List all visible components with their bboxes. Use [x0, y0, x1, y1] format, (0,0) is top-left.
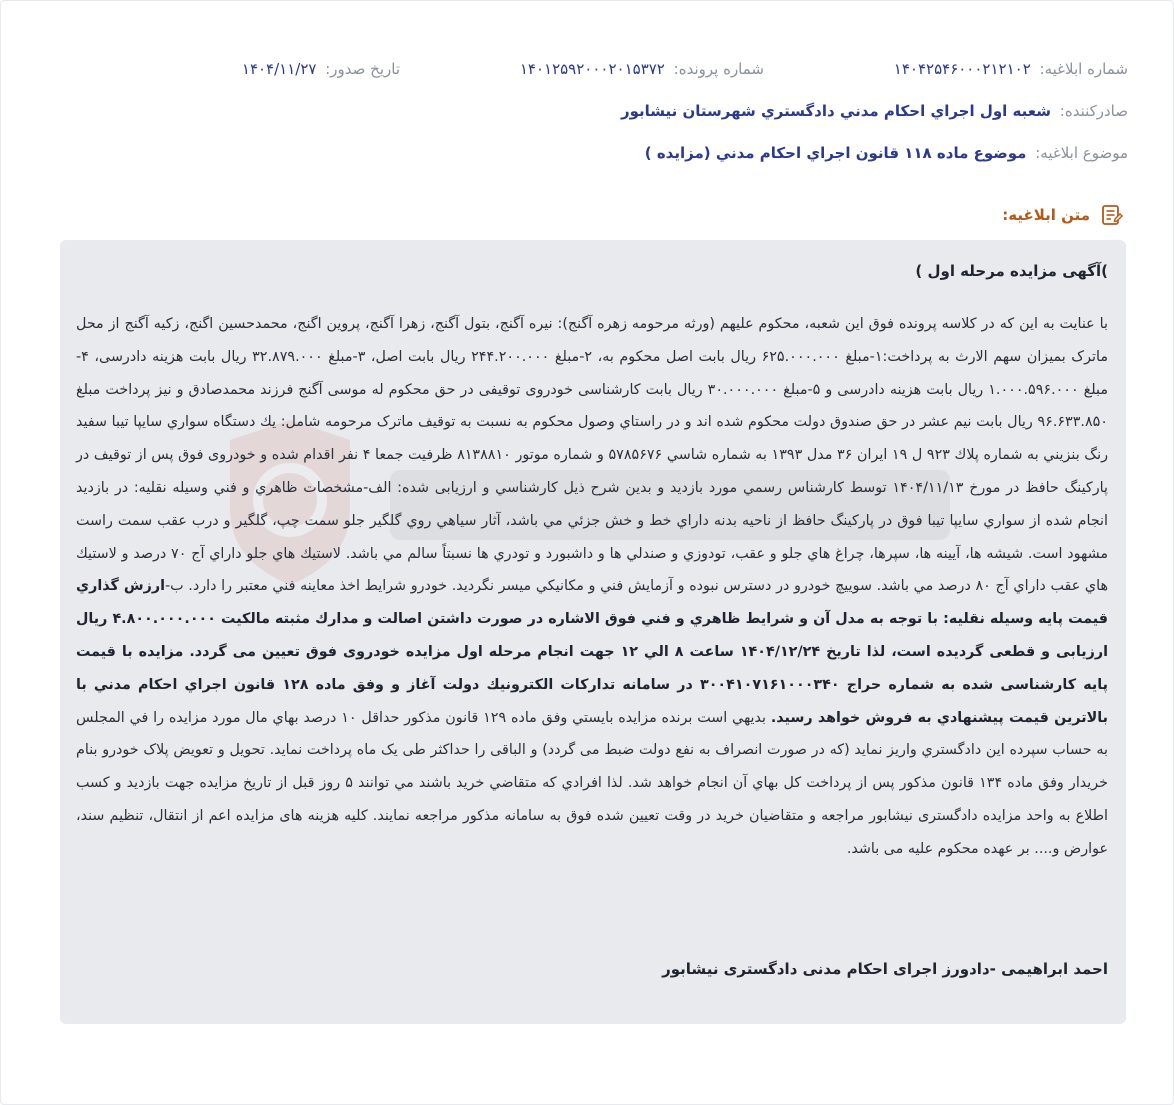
case-number	[520, 60, 764, 78]
issue-date-value: ۱۴۰۴/۱۱/۲۷	[241, 60, 317, 78]
body-part-1: با عنايت به اين كه در كلاسه پرونده فوق اين شعبه، محكوم عليهم (ورثه مرحومه زهره آگنج): نيره آگنج، بتول آگنج، زهرا آگنج، پروين اگنج، محمدحسين اگنج، زكيه آگنج از محل ماترک بميزان سهم الارث به پرداخت:۱-مبلغ ۶۲۵.۰۰۰.۰۰۰ ريال بابت اصل محکوم به، ۲-مبلغ ۲۴۴.۲۰۰.۰۰۰ ريال بابت اصل، ۳-مبلغ ۳۲.۸۷۹.۰۰۰ ريال بابت هزينه دادرسی، ۴-مبلغ ۱.۰۰۰.۵۹۶.۰۰۰ ريال بابت هزينه دادرسی و ۵-مبلغ ۳۰.۰۰۰.۰۰۰ ريال بابت كارشناسی خودروی توقيفی در حق محكوم له موسی آگنج فرزند محمدصادق و نيز پرداخت مبلغ ۹۶.۶۳۳.۸۵۰ ريال بابت نيم عشر در حق صندوق دولت محكوم شده اند و در راستاي وصول محكوم به نسبت به توقيف ماترک مرحومه شامل: يك دستگاه سواري سايپا تيبا سفيد رنگ بنزيني به شماره پلاك ۹۲۳ ل ۱۹ ايران ۳۶ مدل ۱۳۹۳ به شماره شاسي ۵۷۸۵۶۷۶ و شماره موتور ۸۱۳۸۸۱۰ ظرفيت جمعا ۴ نفر اقدام شده و خودروی فوق پس از توقيف در پاركينگ حافظ در مورخ ۱۴۰۴/۱۱/۱۳ توسط كارشناس رسمي مورد بازديد و بدين شرح ذيل كارشناسي و ارزيابی شده: الف-مشخصات ظاهري و فني وسيله نقليه: در بازديد انجام شده از سواري سايپا تيبا فوق در پاركينگ حافظ از ناحيه بدنه داراي خط و خش جزئي مي باشد، آثار سياهي روي گلگير جلو سمت چپ، گلگير و درب عقب سمت راست مشهود است. شيشه ها، آيينه ها، سپرها، چراغ هاي جلو و عقب، تودوزي و صندلي ها و داشبورد و تودري ها نسبتاً سالم مي باشد. لاستيك هاي جلو داراي آج ۷۰ درصد و لاستيك هاي عقب داراي آج ۸۰ درصد مي باشد. سوييچ خودرو در دسترس نبوده و آزمايش فني و مكانيكي ميسر نگرديد. خودرو شرايط اخذ معاينه فني معتبر را دارد. ب-	[76, 316, 1109, 595]
notice-number	[894, 60, 1128, 78]
case-number-label: شماره پرونده:	[673, 60, 764, 78]
issue-date	[242, 60, 400, 78]
issuer-label: صادرکننده:	[1059, 102, 1128, 120]
subject-value: موضوع ماده ۱۱۸ قانون اجراي احكام مدني (مزايده )	[644, 144, 1027, 162]
notice-header	[1002, 202, 1124, 228]
subject-label: موضوع ابلاغیه:	[1035, 144, 1128, 162]
body-part-2: بديهي است برنده مزايده بايستي وفق ماده ۱۲۹ قانون مذكور حداقل ۱۰ درصد بهاي مال مورد مزايده را في المجلس به حساب سپرده اين دادگستري واريز نمايد (كه در صورت انصراف به نفع دولت ضبط می گردد) و الباقی را حداكثر طی يک ماه پرداخت نمايد. تحويل و تعويض پلاک خودرو بنام خريدار وفق ماده ۱۳۴ قانون مذكور پس از پرداخت كل بهاي آن انجام خواهد شد. لذا افرادي كه متقاضي خريد باشند مي توانند ۵ روز قبل از تاريخ مزايده جهت بازديد و كسب اطلاع به واحد مزايده دادگستری نيشابور مراجعه و متقاضيان خريد در وقت تعيين شده فوق به سامانه مذكور مراجعه نمايند. كليه هزينه های مزايده اعم از انتقال، تنظيم سند، عوارض و.... بر عهده محكوم عليه می باشد.	[76, 709, 1108, 857]
signature: احمد ابراهیمی -دادورز اجرای احکام مدنی دادگستری نیشابور	[662, 960, 1108, 978]
subject-row	[645, 144, 1128, 162]
issue-date-label: تاریخ صدور:	[325, 60, 400, 78]
notice-heading: )آگهی مزایده مرحله اول )	[915, 262, 1108, 280]
notice-body-text	[76, 308, 1108, 866]
issuer-row	[621, 102, 1128, 120]
case-number-value: ۱۴۰۱۲۵۹۲۰۰۰۲۰۱۵۳۷۲	[519, 60, 665, 78]
notice-body-box	[60, 240, 1126, 1024]
notice-number-value: ۱۴۰۴۲۵۴۶۰۰۰۲۱۲۱۰۲	[893, 60, 1031, 78]
document-icon	[1098, 202, 1124, 228]
meta-row-numbers	[0, 60, 1128, 82]
issuer-value: شعبه اول اجراي احكام مدني دادگستري شهرستان نيشابور	[620, 102, 1051, 120]
notice-number-label: شماره ابلاغیه:	[1039, 60, 1128, 78]
body-bold-part: ارزش گذاري قيمت پايه وسيله نقليه: با توجه به مدل آن و شرايط ظاهري و فني فوق الاشاره در صورت داشتن اصالت و مدارك مثبته مالكيت ۴.۸۰۰.۰۰۰.۰۰۰ ريال ارزيابی و قطعی گرديده است، لذا تاريخ ۱۴۰۴/۱۲/۲۴ ساعت ۸ الي ۱۲ جهت انجام مرحله اول مزايده خودروی فوق تعيين می گردد. مزايده با قيمت پايه كارشناسی شده به شماره حراج ۳۰۰۴۱۰۷۱۶۱۰۰۰۳۴۰ در سامانه تداركات الكترونيك دولت آغاز و وفق ماده ۱۲۸ قانون اجراي احكام مدني با بالاترين قيمت پيشنهادي به فروش خواهد رسيد.	[76, 578, 1109, 726]
notice-header-label: متن ابلاغیه:	[1002, 206, 1090, 224]
